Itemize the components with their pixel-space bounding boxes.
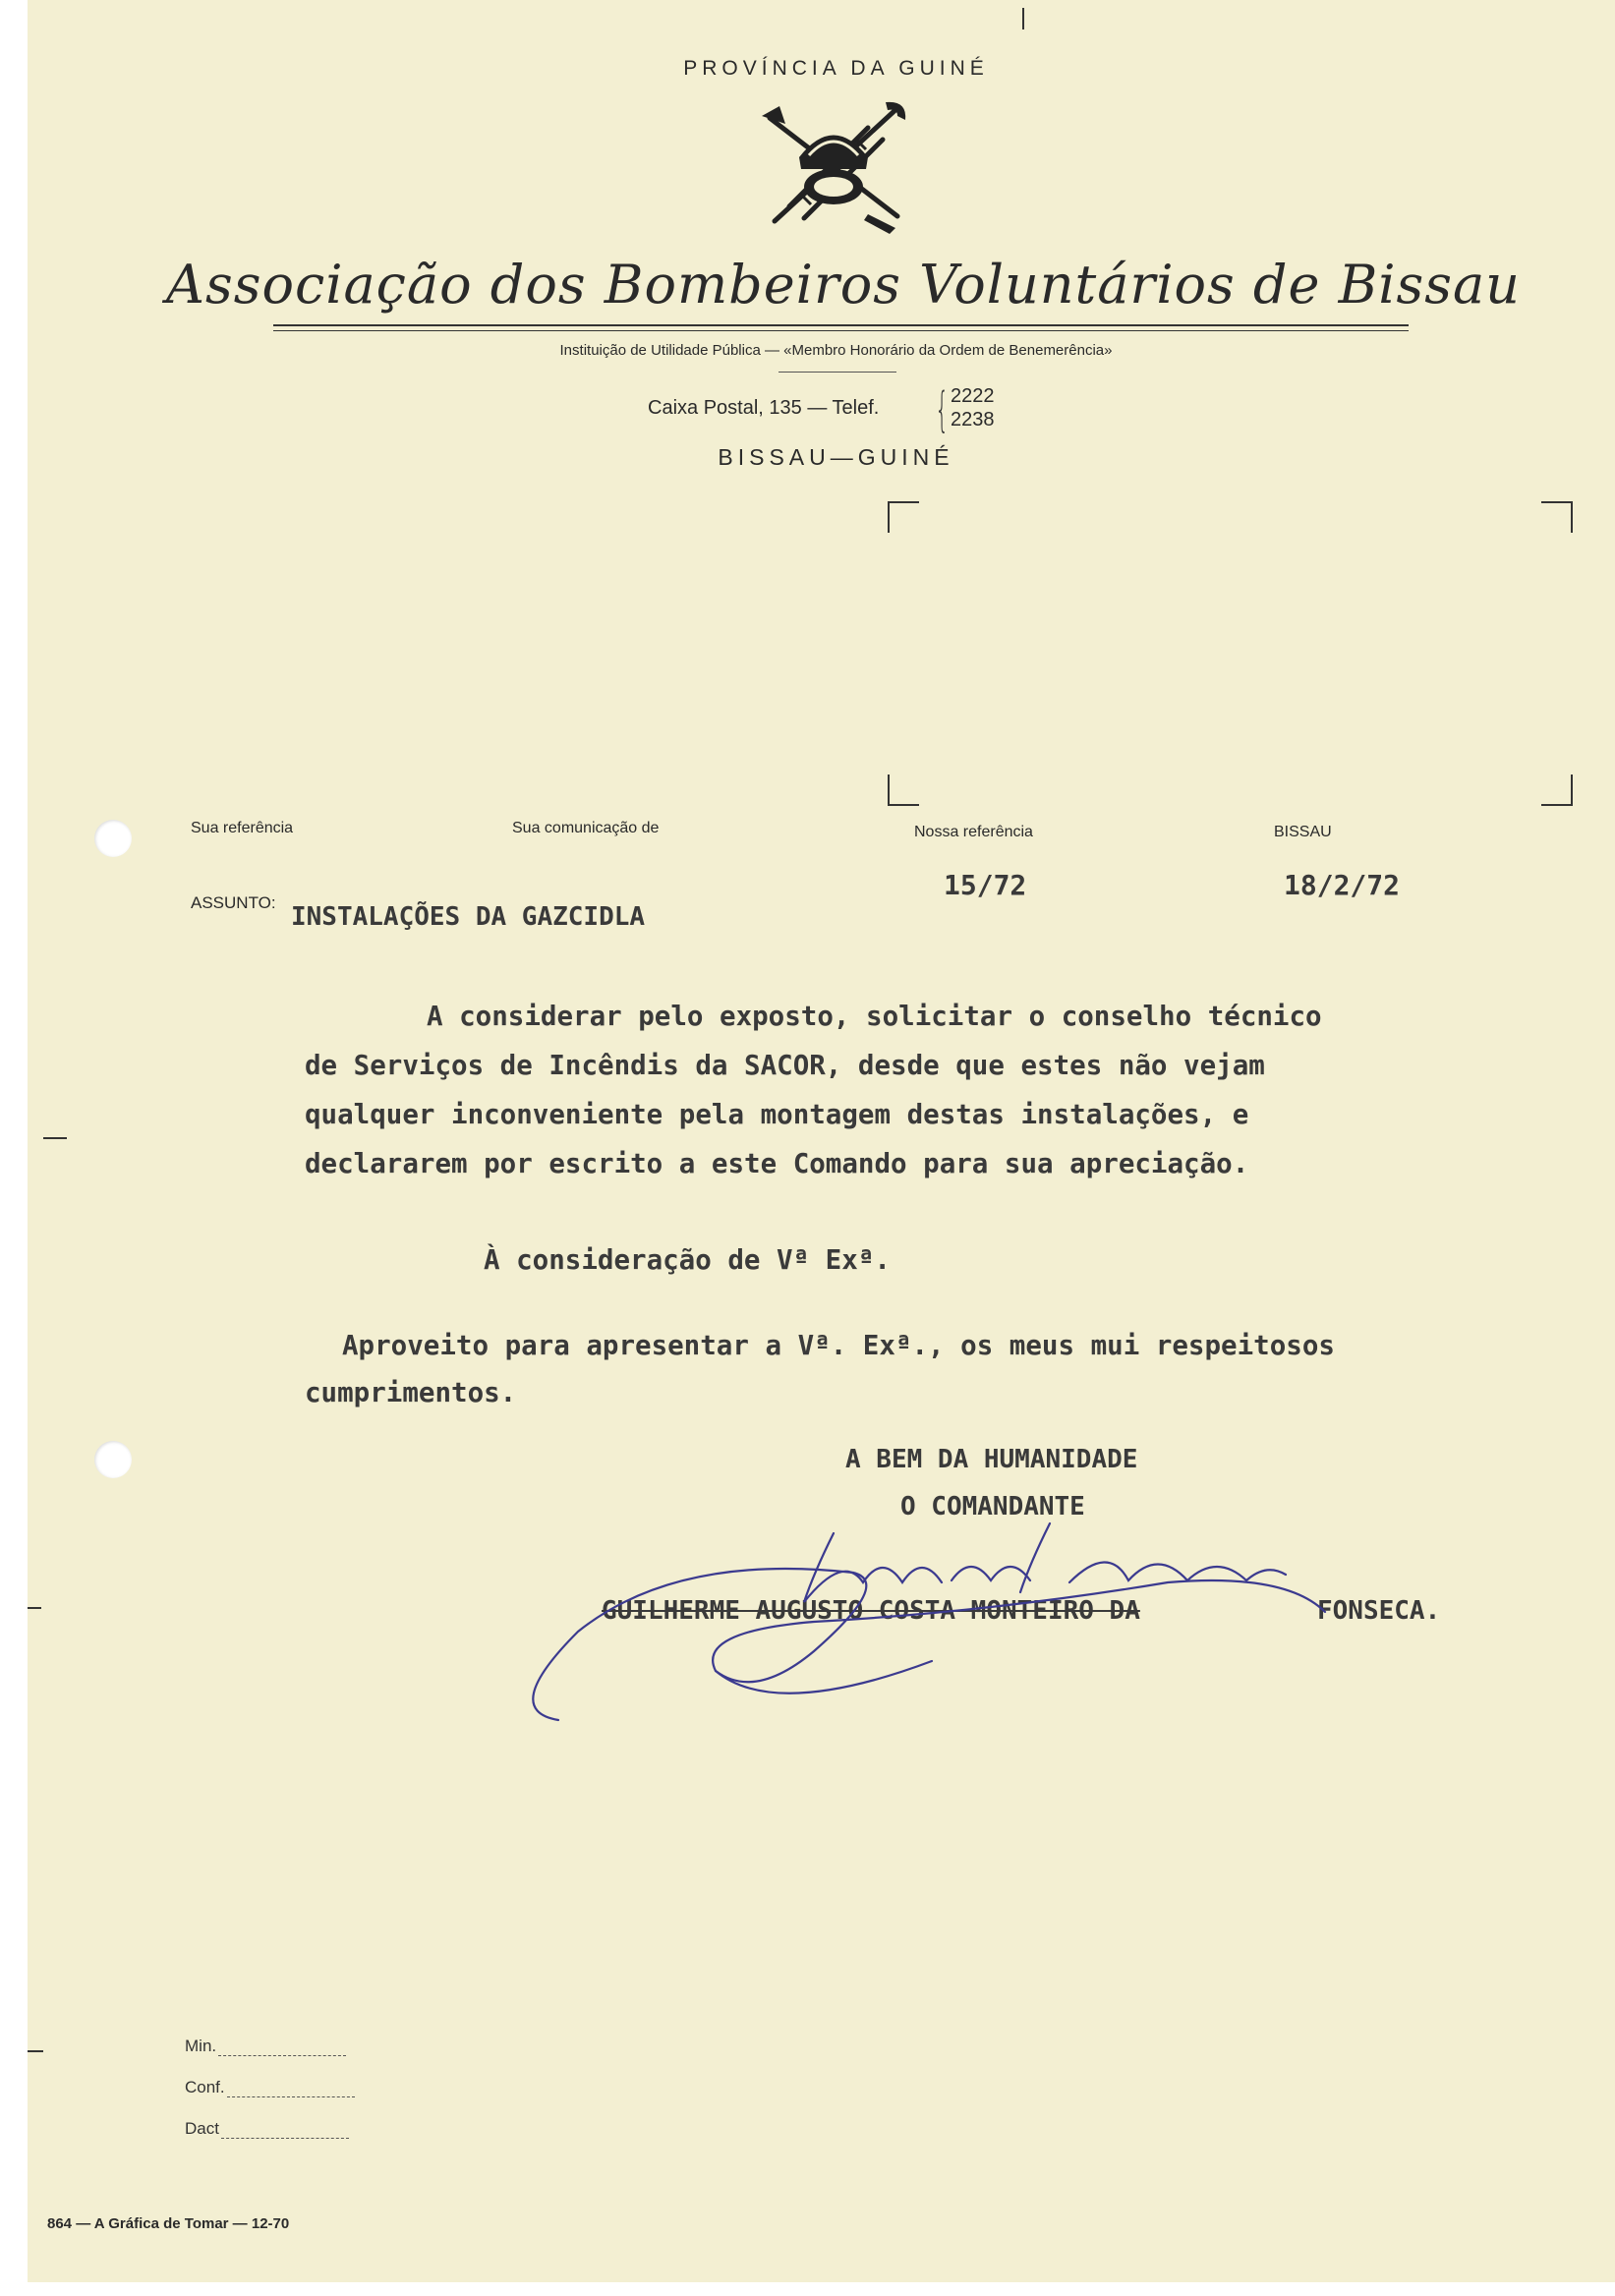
letter-date: 18/2/72 [1284, 869, 1401, 901]
organization-name: Associação dos Bombeiros Voluntários de Bissau [166, 254, 1521, 316]
margin-tick [28, 2050, 43, 2052]
place-label: BISSAU [1274, 824, 1332, 840]
body-line: A considerar pelo exposto, solicitar o conselho técnico [427, 1001, 1322, 1032]
brace-glyph: { [935, 382, 950, 437]
dotted-line [221, 2137, 349, 2139]
body-line: Aproveito para apresentar a Vª. Exª., os meus mui respeitosos [342, 1330, 1335, 1361]
dact-label: Dact [185, 2119, 219, 2138]
signer-name-struck: GUILHERME AUGUSTO COSTA MONTEIRO DA [602, 1596, 1140, 1626]
letter-sheet [28, 0, 1615, 2282]
subject-value: INSTALAÇÕES DA GAZCIDLA [291, 902, 646, 932]
body-line: À consideração de Vª Exª. [484, 1244, 891, 1276]
address-window-corner [888, 775, 919, 806]
institution-line: Instituição de Utilidade Pública — «Membro Honorário da Ordem de Benemerência» [559, 342, 1113, 359]
address-window-corner [1541, 501, 1573, 533]
address-window-corner [888, 501, 919, 533]
conf-field [185, 2078, 355, 2097]
dotted-line [218, 2054, 346, 2056]
sua-comunicacao-label: Sua comunicação de [512, 820, 660, 836]
margin-tick [28, 1607, 41, 1609]
phone-number: 2238 [951, 409, 995, 430]
handwritten-signature [519, 1514, 1364, 1740]
margin-tick [43, 1137, 67, 1139]
firefighter-emblem-icon [750, 98, 917, 236]
min-field [185, 2037, 346, 2056]
printer-imprint: 864 — A Gráfica de Tomar — 12-70 [47, 2215, 290, 2232]
conf-label: Conf. [185, 2078, 225, 2096]
min-label: Min. [185, 2037, 217, 2055]
punch-hole [94, 820, 132, 857]
punch-hole [94, 1441, 132, 1478]
divider [779, 372, 896, 373]
signer-name-last: FONSECA. [1317, 1596, 1441, 1626]
body-line: de Serviços de Incêndis da SACOR, desde que estes não vejam [305, 1050, 1265, 1081]
margin-tick [1022, 8, 1024, 29]
divider [273, 330, 1409, 331]
postal-address: Caixa Postal, 135 — Telef. [648, 397, 880, 419]
province-header: PROVÍNCIA DA GUINÉ [683, 57, 989, 80]
dotted-line [227, 2095, 355, 2097]
divider [273, 324, 1409, 326]
city-line: BISSAU—GUINÉ [718, 444, 954, 470]
nossa-referencia-label: Nossa referência [914, 824, 1033, 840]
signer-title: O COMANDANTE [900, 1492, 1085, 1521]
reference-number: 15/72 [944, 869, 1027, 901]
phone-number: 2222 [951, 385, 995, 407]
body-line: cumprimentos. [305, 1377, 517, 1408]
address-window-corner [1541, 775, 1573, 806]
body-line: declararem por escrito a este Comando para sua apreciação. [305, 1148, 1249, 1179]
assunto-label: ASSUNTO: [191, 893, 276, 912]
sua-referencia-label: Sua referência [191, 820, 294, 836]
closing-formula: A BEM DA HUMANIDADE [845, 1445, 1138, 1474]
dact-field [185, 2119, 349, 2139]
body-line: qualquer inconveniente pela montagem destas instalações, e [305, 1099, 1249, 1130]
